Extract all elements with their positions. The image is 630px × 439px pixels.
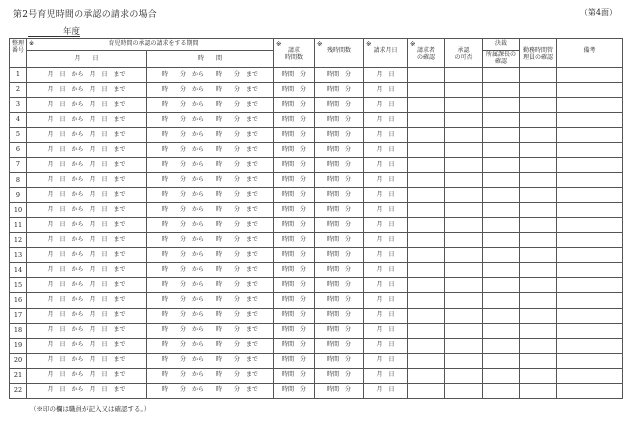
request-date-cell[interactable]: 月 日 <box>364 218 408 233</box>
approval-cell[interactable] <box>445 308 483 323</box>
requested-hours-cell[interactable]: 時間 分 <box>274 338 315 353</box>
date-range-cell[interactable]: 月 日 から 月 日 まで <box>27 233 147 248</box>
document-title: 第2号育児時間の承認の請求の場合 <box>13 10 157 20</box>
admin-confirm-cell[interactable] <box>520 368 557 383</box>
requester-confirm-header: ※ 請求者 の確認 <box>408 39 445 68</box>
requested-hours-cell[interactable]: 時間 分 <box>274 128 315 143</box>
manager-confirm-cell[interactable] <box>483 203 520 218</box>
request-date-cell[interactable]: 月 日 <box>364 113 408 128</box>
requester-confirm-cell[interactable] <box>408 98 445 113</box>
approval-cell[interactable] <box>445 323 483 338</box>
manager-confirm-cell[interactable] <box>483 158 520 173</box>
admin-confirm-header: 勤務時間管 理員の確認 <box>520 39 557 68</box>
request-date-cell[interactable]: 月 日 <box>364 368 408 383</box>
remarks-cell[interactable] <box>557 338 623 353</box>
manager-confirm-cell[interactable] <box>483 248 520 263</box>
time-range-cell[interactable]: 時 分 から 時 分 まで <box>147 278 274 293</box>
time-range-cell[interactable]: 時 分 から 時 分 まで <box>147 323 274 338</box>
manager-confirm-cell[interactable] <box>483 128 520 143</box>
requester-confirm-cell[interactable] <box>408 188 445 203</box>
request-date-cell[interactable]: 月 日 <box>364 383 408 398</box>
request-date-cell[interactable]: 月 日 <box>364 188 408 203</box>
requester-confirm-cell[interactable] <box>408 293 445 308</box>
table-row <box>10 188 623 203</box>
manager-confirm-cell[interactable] <box>483 233 520 248</box>
remarks-cell[interactable] <box>557 68 623 83</box>
remarks-header: 備考 <box>557 39 623 68</box>
table-row <box>10 68 623 83</box>
remaining-hours-cell[interactable]: 時間 分 <box>315 68 364 83</box>
request-date-cell[interactable]: 月 日 <box>364 338 408 353</box>
requested-hours-cell[interactable]: 時間 分 <box>274 203 315 218</box>
remaining-hours-cell[interactable]: 時間 分 <box>315 353 364 368</box>
remarks-cell[interactable] <box>557 353 623 368</box>
manager-confirm-cell[interactable] <box>483 188 520 203</box>
remarks-cell[interactable] <box>557 323 623 338</box>
table-row <box>10 278 623 293</box>
remaining-hours-cell[interactable]: 時間 分 <box>315 308 364 323</box>
remarks-cell[interactable] <box>557 368 623 383</box>
row-number: 4 <box>10 113 27 128</box>
approval-cell[interactable] <box>445 278 483 293</box>
requester-confirm-cell[interactable] <box>408 203 445 218</box>
admin-confirm-cell[interactable] <box>520 323 557 338</box>
remarks-cell[interactable] <box>557 278 623 293</box>
manager-confirm-cell[interactable] <box>483 173 520 188</box>
date-range-cell[interactable]: 月 日 から 月 日 まで <box>27 308 147 323</box>
row-number: 22 <box>10 383 27 398</box>
row-number: 15 <box>10 278 27 293</box>
requested-hours-cell[interactable]: 時間 分 <box>274 83 315 98</box>
requested-hours-cell[interactable]: 時間 分 <box>274 308 315 323</box>
remarks-cell[interactable] <box>557 308 623 323</box>
request-date-cell[interactable]: 月 日 <box>364 143 408 158</box>
request-date-cell[interactable]: 月 日 <box>364 158 408 173</box>
requested-hours-cell[interactable]: 時間 分 <box>274 68 315 83</box>
admin-confirm-cell[interactable] <box>520 263 557 278</box>
approval-cell[interactable] <box>445 158 483 173</box>
approval-cell[interactable] <box>445 128 483 143</box>
remarks-cell[interactable] <box>557 383 623 398</box>
remaining-hours-cell[interactable]: 時間 分 <box>315 128 364 143</box>
requester-confirm-cell[interactable] <box>408 323 445 338</box>
remaining-hours-cell[interactable]: 時間 分 <box>315 113 364 128</box>
requester-confirm-cell[interactable] <box>408 248 445 263</box>
fiscal-year-field[interactable]: 年度 <box>28 25 80 37</box>
date-range-cell[interactable]: 月 日 から 月 日 まで <box>27 383 147 398</box>
manager-confirm-cell[interactable] <box>483 308 520 323</box>
table-row <box>10 338 623 353</box>
row-number: 8 <box>10 173 27 188</box>
requester-confirm-cell[interactable] <box>408 338 445 353</box>
table-row <box>10 353 623 368</box>
table-row <box>10 113 623 128</box>
approval-cell[interactable] <box>445 368 483 383</box>
requester-confirm-cell[interactable] <box>408 263 445 278</box>
requester-confirm-cell[interactable] <box>408 308 445 323</box>
admin-confirm-cell[interactable] <box>520 383 557 398</box>
approval-cell[interactable] <box>445 353 483 368</box>
approval-cell[interactable] <box>445 218 483 233</box>
row-number: 18 <box>10 323 27 338</box>
remaining-hours-cell[interactable]: 時間 分 <box>315 233 364 248</box>
request-date-cell[interactable]: 月 日 <box>364 308 408 323</box>
row-number: 13 <box>10 248 27 263</box>
requested-hours-cell[interactable]: 時間 分 <box>274 113 315 128</box>
manager-confirm-cell[interactable] <box>483 338 520 353</box>
row-number: 3 <box>10 98 27 113</box>
time-range-cell[interactable]: 時 分 から 時 分 まで <box>147 308 274 323</box>
footnote: （※印の欄は職員が記入又は確認する。） <box>30 405 151 413</box>
manager-confirm-cell[interactable] <box>483 353 520 368</box>
manager-confirm-cell[interactable] <box>483 68 520 83</box>
requester-confirm-cell[interactable] <box>408 233 445 248</box>
remaining-hours-cell[interactable]: 時間 分 <box>315 158 364 173</box>
approval-cell[interactable] <box>445 248 483 263</box>
manager-confirm-cell[interactable] <box>483 383 520 398</box>
table-row <box>10 128 623 143</box>
remarks-cell[interactable] <box>557 263 623 278</box>
date-range-cell[interactable]: 月 日 から 月 日 まで <box>27 263 147 278</box>
table-row <box>10 143 623 158</box>
time-range-cell[interactable]: 時 分 から 時 分 まで <box>147 143 274 158</box>
time-range-cell[interactable]: 時 分 から 時 分 まで <box>147 233 274 248</box>
date-range-cell[interactable]: 月 日 から 月 日 まで <box>27 323 147 338</box>
admin-confirm-cell[interactable] <box>520 308 557 323</box>
manager-confirm-cell[interactable] <box>483 113 520 128</box>
admin-confirm-cell[interactable] <box>520 293 557 308</box>
requester-confirm-cell[interactable] <box>408 68 445 83</box>
row-number: 21 <box>10 368 27 383</box>
date-range-cell[interactable]: 月 日 から 月 日 まで <box>27 128 147 143</box>
request-date-cell[interactable]: 月 日 <box>364 278 408 293</box>
requested-hours-cell[interactable]: 時間 分 <box>274 293 315 308</box>
row-number: 6 <box>10 143 27 158</box>
request-date-cell[interactable]: 月 日 <box>364 203 408 218</box>
remarks-cell[interactable] <box>557 158 623 173</box>
remaining-hours-cell[interactable]: 時間 分 <box>315 203 364 218</box>
admin-confirm-cell[interactable] <box>520 218 557 233</box>
date-range-cell[interactable]: 月 日 から 月 日 まで <box>27 158 147 173</box>
admin-confirm-cell[interactable] <box>520 338 557 353</box>
approval-cell[interactable] <box>445 113 483 128</box>
manager-confirm-cell[interactable] <box>483 323 520 338</box>
row-number: 2 <box>10 83 27 98</box>
row-number: 7 <box>10 158 27 173</box>
date-range-cell[interactable]: 月 日 から 月 日 まで <box>27 368 147 383</box>
table-row <box>10 248 623 263</box>
request-date-cell[interactable]: 月 日 <box>364 248 408 263</box>
approval-cell[interactable] <box>445 188 483 203</box>
time-range-cell[interactable]: 時 分 から 時 分 まで <box>147 128 274 143</box>
remaining-hours-cell[interactable]: 時間 分 <box>315 83 364 98</box>
date-range-cell[interactable]: 月 日 から 月 日 まで <box>27 293 147 308</box>
page-label: （第4面） <box>579 8 617 17</box>
approval-cell[interactable] <box>445 203 483 218</box>
admin-confirm-cell[interactable] <box>520 158 557 173</box>
request-date-cell[interactable]: 月 日 <box>364 353 408 368</box>
remaining-hours-cell[interactable]: 時間 分 <box>315 218 364 233</box>
date-range-cell[interactable]: 月 日 から 月 日 まで <box>27 203 147 218</box>
time-range-cell[interactable]: 時 分 から 時 分 まで <box>147 218 274 233</box>
remaining-hours-header: ※ 残時間数 <box>315 39 364 68</box>
request-date-cell[interactable]: 月 日 <box>364 293 408 308</box>
time-range-cell[interactable]: 時 分 から 時 分 まで <box>147 248 274 263</box>
table-row <box>10 293 623 308</box>
remarks-cell[interactable] <box>557 188 623 203</box>
table-row <box>10 203 623 218</box>
requested-hours-header: ※ 請求 時間数 <box>274 39 315 68</box>
table-body <box>10 68 623 399</box>
requested-hours-cell[interactable]: 時間 分 <box>274 383 315 398</box>
time-range-cell[interactable]: 時 分 から 時 分 まで <box>147 263 274 278</box>
date-range-cell[interactable]: 月 日 から 月 日 まで <box>27 278 147 293</box>
table-row <box>10 218 623 233</box>
approval-cell[interactable] <box>445 68 483 83</box>
row-number: 9 <box>10 188 27 203</box>
date-range-cell[interactable]: 月 日 から 月 日 まで <box>27 143 147 158</box>
remaining-hours-cell[interactable]: 時間 分 <box>315 173 364 188</box>
manager-confirm-cell[interactable] <box>483 143 520 158</box>
table-row <box>10 233 623 248</box>
requested-hours-cell[interactable]: 時間 分 <box>274 143 315 158</box>
remarks-cell[interactable] <box>557 83 623 98</box>
table-row <box>10 83 623 98</box>
approval-cell[interactable] <box>445 83 483 98</box>
date-range-cell[interactable]: 月 日 から 月 日 まで <box>27 68 147 83</box>
requester-confirm-cell[interactable] <box>408 353 445 368</box>
manager-confirm-header: 所属課長の 確認 <box>483 51 520 68</box>
request-date-cell[interactable]: 月 日 <box>364 173 408 188</box>
request-date-cell[interactable]: 月 日 <box>364 323 408 338</box>
admin-confirm-cell[interactable] <box>520 143 557 158</box>
date-range-cell[interactable]: 月 日 から 月 日 まで <box>27 338 147 353</box>
requested-hours-cell[interactable]: 時間 分 <box>274 173 315 188</box>
admin-confirm-cell[interactable] <box>520 188 557 203</box>
manager-confirm-cell[interactable] <box>483 263 520 278</box>
remarks-cell[interactable] <box>557 113 623 128</box>
date-range-cell[interactable]: 月 日 から 月 日 まで <box>27 353 147 368</box>
time-range-cell[interactable]: 時 分 から 時 分 まで <box>147 173 274 188</box>
date-range-cell[interactable]: 月 日 から 月 日 まで <box>27 173 147 188</box>
request-date-cell[interactable]: 月 日 <box>364 128 408 143</box>
time-range-cell[interactable]: 時 分 から 時 分 まで <box>147 188 274 203</box>
requested-hours-cell[interactable]: 時間 分 <box>274 323 315 338</box>
requested-hours-cell[interactable]: 時間 分 <box>274 263 315 278</box>
approval-cell[interactable] <box>445 233 483 248</box>
requested-hours-cell[interactable]: 時間 分 <box>274 98 315 113</box>
decision-group-header: 決裁 <box>483 39 520 51</box>
time-range-cell[interactable]: 時 分 から 時 分 まで <box>147 383 274 398</box>
remaining-hours-cell[interactable]: 時間 分 <box>315 293 364 308</box>
table-row <box>10 308 623 323</box>
approval-cell[interactable] <box>445 338 483 353</box>
admin-confirm-cell[interactable] <box>520 353 557 368</box>
time-range-cell[interactable]: 時 分 から 時 分 まで <box>147 368 274 383</box>
time-range-cell[interactable]: 時 分 から 時 分 まで <box>147 338 274 353</box>
requester-confirm-cell[interactable] <box>408 173 445 188</box>
remarks-cell[interactable] <box>557 233 623 248</box>
admin-confirm-cell[interactable] <box>520 173 557 188</box>
approval-cell[interactable] <box>445 383 483 398</box>
table-row <box>10 173 623 188</box>
manager-confirm-cell[interactable] <box>483 98 520 113</box>
date-range-cell[interactable]: 月 日 から 月 日 まで <box>27 113 147 128</box>
approval-cell[interactable] <box>445 173 483 188</box>
requester-confirm-cell[interactable] <box>408 158 445 173</box>
row-number: 19 <box>10 338 27 353</box>
remarks-cell[interactable] <box>557 128 623 143</box>
requester-confirm-cell[interactable] <box>408 83 445 98</box>
date-subheader: 月 日 <box>27 51 147 68</box>
requester-confirm-cell[interactable] <box>408 368 445 383</box>
row-number: 10 <box>10 203 27 218</box>
remarks-cell[interactable] <box>557 98 623 113</box>
requester-confirm-cell[interactable] <box>408 143 445 158</box>
remaining-hours-cell[interactable]: 時間 分 <box>315 248 364 263</box>
childcare-time-request-table <box>9 38 623 399</box>
time-range-cell[interactable]: 時 分 から 時 分 まで <box>147 83 274 98</box>
requested-hours-cell[interactable]: 時間 分 <box>274 158 315 173</box>
manager-confirm-cell[interactable] <box>483 278 520 293</box>
remaining-hours-cell[interactable]: 時間 分 <box>315 368 364 383</box>
approval-cell[interactable] <box>445 143 483 158</box>
approval-cell[interactable] <box>445 98 483 113</box>
request-date-cell[interactable]: 月 日 <box>364 68 408 83</box>
manager-confirm-cell[interactable] <box>483 218 520 233</box>
remaining-hours-cell[interactable]: 時間 分 <box>315 278 364 293</box>
remarks-cell[interactable] <box>557 173 623 188</box>
manager-confirm-cell[interactable] <box>483 368 520 383</box>
requested-hours-cell[interactable]: 時間 分 <box>274 188 315 203</box>
time-range-cell[interactable]: 時 分 から 時 分 まで <box>147 203 274 218</box>
row-number: 20 <box>10 353 27 368</box>
remarks-cell[interactable] <box>557 293 623 308</box>
admin-confirm-cell[interactable] <box>520 203 557 218</box>
row-number: 14 <box>10 263 27 278</box>
approval-cell[interactable] <box>445 293 483 308</box>
admin-confirm-cell[interactable] <box>520 113 557 128</box>
requester-confirm-cell[interactable] <box>408 383 445 398</box>
admin-confirm-cell[interactable] <box>520 83 557 98</box>
date-range-cell[interactable]: 月 日 から 月 日 まで <box>27 83 147 98</box>
period-group-header: ※ 育児時間の承認の請求をする期間 <box>27 39 274 51</box>
date-range-cell[interactable]: 月 日 から 月 日 まで <box>27 188 147 203</box>
row-number: 17 <box>10 308 27 323</box>
requester-confirm-cell[interactable] <box>408 128 445 143</box>
remaining-hours-cell[interactable]: 時間 分 <box>315 263 364 278</box>
remaining-hours-cell[interactable]: 時間 分 <box>315 143 364 158</box>
requested-hours-cell[interactable]: 時間 分 <box>274 248 315 263</box>
admin-confirm-cell[interactable] <box>520 278 557 293</box>
request-date-cell[interactable]: 月 日 <box>364 263 408 278</box>
table-row <box>10 98 623 113</box>
date-range-cell[interactable]: 月 日 から 月 日 まで <box>27 218 147 233</box>
table-row <box>10 323 623 338</box>
manager-confirm-cell[interactable] <box>483 83 520 98</box>
manager-confirm-cell[interactable] <box>483 293 520 308</box>
admin-confirm-cell[interactable] <box>520 68 557 83</box>
time-range-cell[interactable]: 時 分 から 時 分 まで <box>147 113 274 128</box>
row-number: 12 <box>10 233 27 248</box>
row-number: 16 <box>10 293 27 308</box>
requested-hours-cell[interactable]: 時間 分 <box>274 353 315 368</box>
time-range-cell[interactable]: 時 分 から 時 分 まで <box>147 98 274 113</box>
admin-confirm-cell[interactable] <box>520 233 557 248</box>
admin-confirm-cell[interactable] <box>520 248 557 263</box>
time-range-cell[interactable]: 時 分 から 時 分 まで <box>147 158 274 173</box>
remarks-cell[interactable] <box>557 203 623 218</box>
request-date-cell[interactable]: 月 日 <box>364 233 408 248</box>
table-row <box>10 158 623 173</box>
serial-number-header: 整理 番号 <box>10 39 27 68</box>
requester-confirm-cell[interactable] <box>408 218 445 233</box>
row-number: 11 <box>10 218 27 233</box>
time-range-cell[interactable]: 時 分 から 時 分 まで <box>147 353 274 368</box>
remaining-hours-cell[interactable]: 時間 分 <box>315 323 364 338</box>
remaining-hours-cell[interactable]: 時間 分 <box>315 383 364 398</box>
remarks-cell[interactable] <box>557 143 623 158</box>
requester-confirm-cell[interactable] <box>408 278 445 293</box>
table-row <box>10 263 623 278</box>
request-date-header: ※ 請求月日 <box>364 39 408 68</box>
request-date-cell[interactable]: 月 日 <box>364 98 408 113</box>
admin-confirm-cell[interactable] <box>520 98 557 113</box>
requested-hours-cell[interactable]: 時間 分 <box>274 368 315 383</box>
approval-header: 承認 の可否 <box>445 39 483 68</box>
row-number: 1 <box>10 68 27 83</box>
remaining-hours-cell[interactable]: 時間 分 <box>315 98 364 113</box>
remaining-hours-cell[interactable]: 時間 分 <box>315 188 364 203</box>
date-range-cell[interactable]: 月 日 から 月 日 まで <box>27 248 147 263</box>
time-subheader: 時 間 <box>147 51 274 68</box>
table-row <box>10 368 623 383</box>
row-number: 5 <box>10 128 27 143</box>
admin-confirm-cell[interactable] <box>520 128 557 143</box>
date-range-cell[interactable]: 月 日 から 月 日 まで <box>27 98 147 113</box>
requested-hours-cell[interactable]: 時間 分 <box>274 278 315 293</box>
table-row <box>10 383 623 398</box>
remarks-cell[interactable] <box>557 248 623 263</box>
remaining-hours-cell[interactable]: 時間 分 <box>315 338 364 353</box>
request-date-cell[interactable]: 月 日 <box>364 83 408 98</box>
approval-cell[interactable] <box>445 263 483 278</box>
requested-hours-cell[interactable]: 時間 分 <box>274 233 315 248</box>
requester-confirm-cell[interactable] <box>408 113 445 128</box>
requested-hours-cell[interactable]: 時間 分 <box>274 218 315 233</box>
time-range-cell[interactable]: 時 分 から 時 分 まで <box>147 68 274 83</box>
time-range-cell[interactable]: 時 分 から 時 分 まで <box>147 293 274 308</box>
remarks-cell[interactable] <box>557 218 623 233</box>
